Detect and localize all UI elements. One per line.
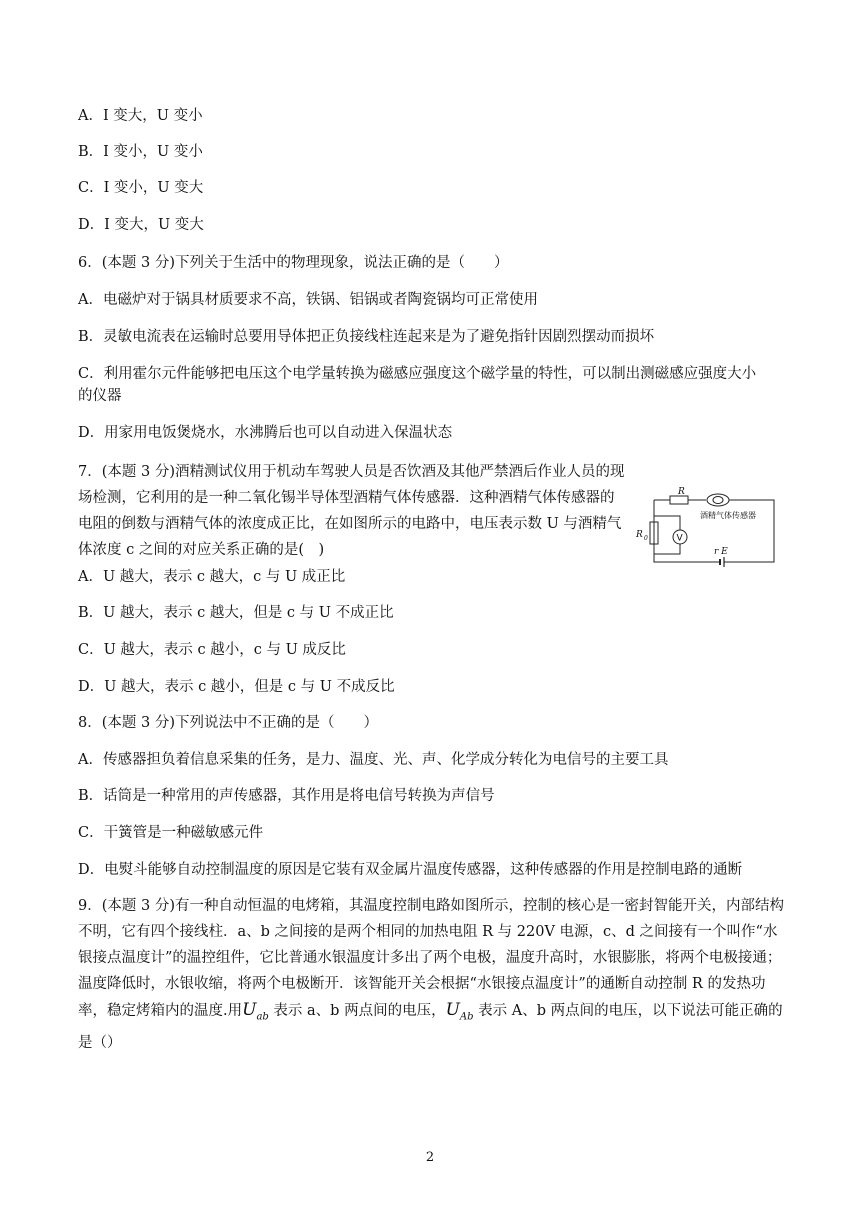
q7-option-c: C．U 越大，表示 c 越小，c 与 U 成反比 (78, 642, 346, 658)
q9-stem-text: 9．(本题 3 分)有一种自动恒温的电烤箱，其温度控制电路如图所示，控制的核心是一密封智能开关，内部结构不明，它有四个接线柱．a、b 之间接的是两个相同的加热电阻 R 与 220V 电源，c、d 之间接有一个叫作“水银接点温度计”的温控组件，它比普通水银温度计多出了两个电极，温度升高时，水银膨胀，将两个电极接通；温度降低时，水银收缩，将两个电极断开．该智能开关会根据“水银接点温度计”的通断自动控制 R 的发热功率，稳定烤箱内的温度.用 (78, 898, 784, 1019)
u-ab-symbol: $U_{ab}$ (242, 1000, 269, 1023)
q5-option-d: D．I 变大，U 变大 (78, 217, 204, 233)
q5-option-c: C．I 变小，U 变大 (78, 180, 204, 196)
q7-circuit-figure (634, 486, 780, 568)
q8-option-a: A．传感器担负着信息采集的任务，是力、温度、光、声、化学成分转化为电信号的主要工具 (78, 752, 669, 768)
q9-stem-mid: 表示 a、b 两点间的电压， (268, 1003, 446, 1019)
q7-option-b: B．U 越大，表示 c 越大，但是 c 与 U 不成正比 (78, 605, 394, 621)
q6-option-b: B．灵敏电流表在运输时总要用导体把正负接线柱连起来是为了避免指针因剧烈摆动而损坏 (78, 329, 655, 345)
q8-stem: 8．(本题 3 分)下列说法中不正确的是（ ） (78, 715, 378, 731)
q5-option-b: B．I 变小，U 变小 (78, 144, 203, 160)
q7-option-a: A．U 越大，表示 c 越大，c 与 U 成正比 (78, 569, 346, 585)
q9-stem-end: 表示 A、b 两点间的电压，以下说法可能正确的是（） (78, 1003, 783, 1052)
q6-option-d: D．用家用电饭煲烧水，水沸腾后也可以自动进入保温状态 (78, 425, 453, 441)
resistor-r0-subscript: 0 (644, 535, 648, 542)
q7-stem: 7．(本题 3 分)酒精测试仪用于机动车驾驶人员是否饮酒及其他严禁酒后作业人员的现场检测，它利用的是一种二氧化锡半导体型酒精气体传感器．这种酒精气体传感器的电阻的倒数与酒精气体的浓度成正比，在如图所示的电路中，电压表示数 U 与酒精气体浓度 c 之间的对应关系正确的是( ) (78, 464, 625, 558)
q7-option-d: D．U 越大，表示 c 越小，但是 c 与 U 不成反比 (78, 679, 395, 695)
q9-stem (78, 893, 784, 1056)
q8-option-c: C．干簧管是一种磁敏感元件 (78, 825, 264, 841)
q6-option-a: A．电磁炉对于锅具材质要求不高，铁锅、铝锅或者陶瓷锅均可正常使用 (78, 292, 538, 308)
resistor-r-label: R (678, 487, 685, 497)
voltmeter-label: V (676, 533, 683, 544)
source-label: r E (714, 547, 728, 557)
u-Ab-symbol: $U_{Ab}$ (445, 1000, 474, 1023)
sensor-label: 酒精气体传感器 (700, 511, 756, 520)
q6-option-c-line2: 的仪器 (78, 388, 122, 404)
q6-option-c-line1: C．利用霍尔元件能够把电压这个电学量转换为磁感应强度这个磁学量的特性，可以制出测磁感应强度大小 (78, 366, 757, 382)
q8-option-b: B．话筒是一种常用的声传感器，其作用是将电信号转换为声信号 (78, 788, 495, 804)
q8-option-d: D．电熨斗能够自动控制温度的原因是它装有双金属片温度传感器，这种传感器的作用是控制电路的通断 (78, 862, 743, 878)
page-number: 2 (425, 1150, 435, 1165)
resistor-r0-label: R (636, 530, 643, 540)
q5-option-a: A．I 变大，U 变小 (78, 108, 203, 124)
q6-stem: 6．(本题 3 分)下列关于生活中的物理现象，说法正确的是（ ） (78, 255, 509, 271)
